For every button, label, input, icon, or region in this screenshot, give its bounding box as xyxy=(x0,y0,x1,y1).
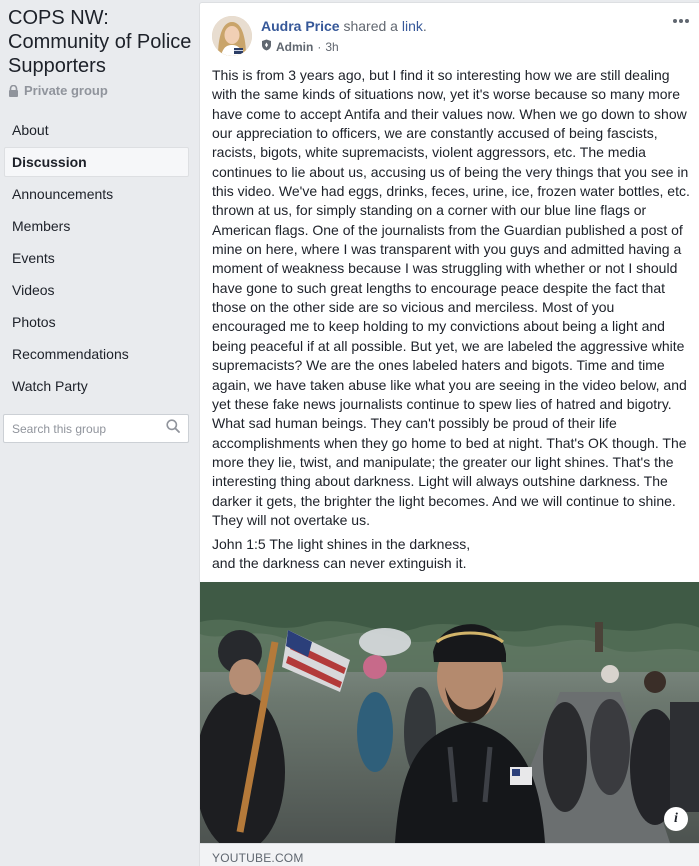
lock-icon xyxy=(8,85,19,97)
nav-item-discussion[interactable]: Discussion xyxy=(4,147,189,177)
verse-line-1: John 1:5 The light shines in the darkness, xyxy=(212,536,471,552)
link-source-bar[interactable] xyxy=(200,843,699,866)
action-suffix: . xyxy=(422,18,427,34)
nav-item-recommendations[interactable]: Recommendations xyxy=(12,346,129,362)
action-prefix: shared a xyxy=(343,18,398,34)
post-meta xyxy=(261,39,339,54)
nav-item-videos[interactable]: Videos xyxy=(12,282,55,298)
nav-item-events[interactable]: Events xyxy=(12,250,55,266)
shared-link[interactable]: link xyxy=(401,18,423,34)
nav-item-photos[interactable]: Photos xyxy=(12,314,56,330)
nav-item-about[interactable]: About xyxy=(12,122,49,138)
verse-line-2: and the darkness can never extinguish it. xyxy=(212,555,467,571)
post-verse xyxy=(212,535,690,573)
source-domain: YOUTUBE.COM xyxy=(212,851,304,865)
more-options-icon[interactable] xyxy=(671,13,691,29)
nav-item-members[interactable]: Members xyxy=(12,218,71,234)
privacy-label: Private group xyxy=(24,83,108,98)
post-card xyxy=(199,2,699,866)
privacy-status xyxy=(8,83,108,98)
nav-item-watch-party[interactable]: Watch Party xyxy=(12,378,88,394)
post-header xyxy=(261,18,427,34)
post-body: This is from 3 years ago, but I find it so interesting how we are still dealing with the same kinds of situations now, yet it's worse because so many more have come to accept Antifa and their values now. When we go down to show our appreciation to officers, we are constantly accused of being fascists, racists, bigots, white supremacists, violent aggressors, etc. The media continues to lie about us, accusing us of being the very things that you see in this video. We've had eggs, drinks, feces, urine, ice, frozen water bottles, etc. thrown at us, for simply standing on a corner with our blue line flags or American flags. One of the journalists from the Guardian published a post of mine on here, where I was transparent with you guys and admitted having a moment of weakness because I was struggling with whether or not I should have gone to such great lengths to encourage peace despite the fact that those on the other side are so vicious and merciless. Most of you encouraged me to keep holding to my convictions about being a light and being peaceful if at all possible. But yet, we are labeled the aggressive white supremacists? We are the ones labeled haters and bigots. Time and time again, we have taken abuse like what you are seeing in the video below, and yet these fake news journalists continue to spew lies of hatred and bigotry. What sad human beings. They can't possibly be proud of their life accomplishments when they go home to bed at night. That's OK though. The more they lie, twist, and manipulate; the greater our light shines. That's the interesting thing about darkness. Light will always outshine darkness. The darker it gets, the brighter the light becomes. And we will continue to shine. They will not overtake us. xyxy=(212,67,690,528)
info-button[interactable]: i xyxy=(664,807,688,831)
nav-item-announcements[interactable]: Announcements xyxy=(12,186,114,202)
group-sidebar xyxy=(0,0,196,866)
author-name[interactable]: Audra Price xyxy=(261,18,340,34)
admin-shield-icon xyxy=(261,39,272,54)
group-search xyxy=(3,414,189,443)
avatar[interactable] xyxy=(212,16,252,56)
post-timestamp[interactable]: 3h xyxy=(325,39,339,54)
group-nav xyxy=(4,115,189,403)
video-thumbnail[interactable] xyxy=(200,582,699,843)
meta-separator: · xyxy=(317,39,322,54)
role-badge: Admin xyxy=(276,39,314,54)
group-title[interactable]: COPS NW: Community of Police Supporters xyxy=(8,7,192,77)
search-icon[interactable] xyxy=(166,419,180,438)
search-input[interactable] xyxy=(12,422,152,436)
